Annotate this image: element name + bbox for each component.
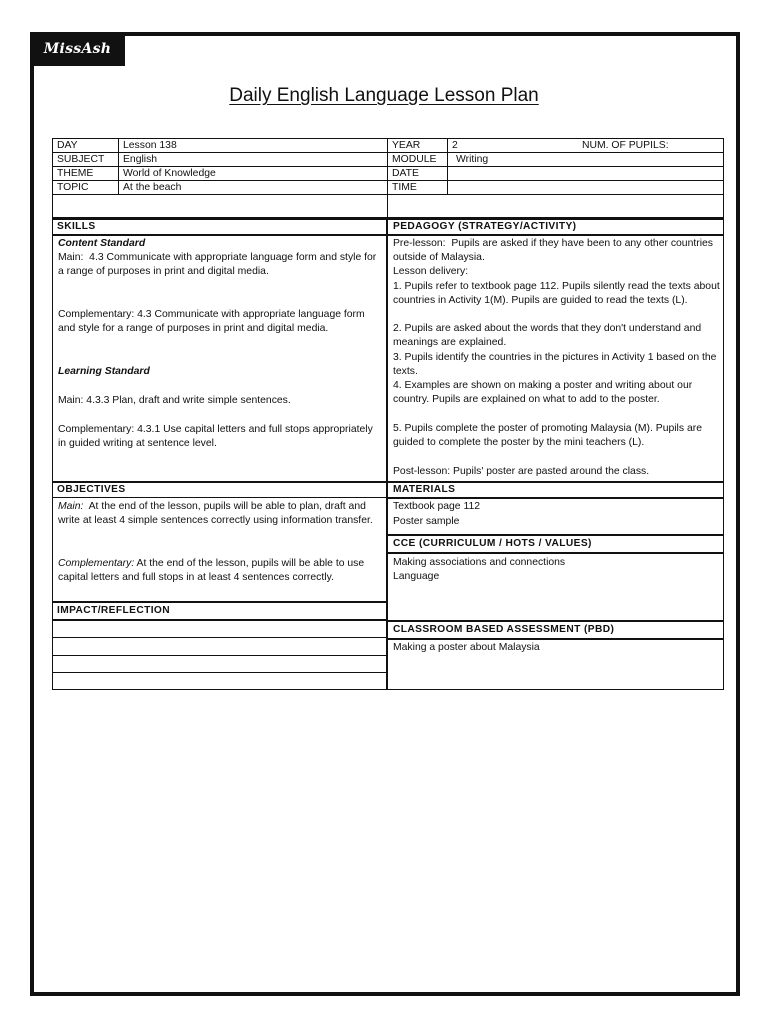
theme-label: THEME <box>52 166 119 181</box>
delivery-step-3: 3. Pupils identify the countries in the pictures in Activity 1 based on the texts. <box>393 352 720 378</box>
spacer-cell-right <box>387 194 724 218</box>
objectives-header: OBJECTIVES <box>57 484 126 495</box>
time-value <box>447 180 724 195</box>
document-title: Daily English Language Lesson Plan <box>229 85 539 106</box>
year-value: 2 <box>452 140 458 151</box>
objectives-main-label: Main: <box>58 501 84 512</box>
year-cell <box>447 138 724 153</box>
cce-header: CCE (CURRICULUM / HOTS / VALUES) <box>393 538 592 549</box>
delivery-step-5: 5. Pupils complete the poster of promoting Malaysia (M). Pupils are guided to complete the poster by the mini teachers (L). <box>393 423 705 449</box>
objectives-main <box>58 500 382 528</box>
topic-value: At the beach <box>118 180 388 195</box>
subject-value: English <box>118 152 388 167</box>
materials-item-1: Textbook page 112 <box>393 501 481 512</box>
skills-header: SKILLS <box>57 221 96 232</box>
topic-label: TOPIC <box>52 180 119 195</box>
module-value: Writing <box>447 152 724 167</box>
delivery-step-1: 1. Pupils refer to textbook page 112. Pupils silently read the texts about countries in Activity 1(M). Pupils are guided to read the texts (L). <box>393 281 723 307</box>
reflection-row-2 <box>52 655 388 656</box>
pedagogy-header: PEDAGOGY (STRATEGY/ACTIVITY) <box>393 221 577 232</box>
objectives-complementary-text: At the end of the lesson, pupils will be able to use capital letters and full stops in at least 4 sentences correctly. <box>58 558 368 584</box>
objectives-complementary <box>58 557 382 585</box>
content-standard-main: Main: 4.3 Communicate with appropriate language form and style for a range of purposes in print and digital media. <box>58 252 380 278</box>
time-label: TIME <box>387 180 448 195</box>
spacer-cell-left <box>52 194 388 218</box>
date-value <box>447 166 724 181</box>
learning-standard-complementary: Complementary: 4.3.1 Use capital letters and full stops appropriately in guided writing at sentence level. <box>58 424 376 450</box>
post-lesson-text: Post-lesson: Pupils' poster are pasted around the class. <box>393 466 650 477</box>
delivery-step-2: 2. Pupils are asked about the words that they don't understand and meanings are explained. <box>393 323 705 349</box>
learning-standard-main: Main: 4.3.3 Plan, draft and write simple sentences. <box>58 395 291 406</box>
cce-item-1: Making associations and connections <box>393 557 566 568</box>
day-value: Lesson 138 <box>118 138 388 153</box>
subject-label: SUBJECT <box>52 152 119 167</box>
lesson-delivery-label: Lesson delivery: <box>393 266 469 277</box>
delivery-step-4: 4. Examples are shown on making a poster and writing about our country. Pupils are explained on what to add to the poster. <box>393 380 696 406</box>
cce-item-2: Language <box>393 571 440 582</box>
pbd-text: Making a poster about Malaysia <box>393 642 540 653</box>
module-label: MODULE <box>387 152 448 167</box>
day-label: DAY <box>52 138 119 153</box>
impact-reflection-header: IMPACT/REFLECTION <box>57 605 171 616</box>
pre-lesson-text: Pre-lesson: Pupils are asked if they have been to any other countries outside of Malaysia. <box>393 238 716 264</box>
theme-value: World of Knowledge <box>118 166 388 181</box>
pbd-header: CLASSROOM BASED ASSESSMENT (PBD) <box>393 624 615 635</box>
reflection-row-3 <box>52 672 388 673</box>
year-label: YEAR <box>387 138 448 153</box>
pupils-label: NUM. OF PUPILS: <box>582 140 669 151</box>
content-standard-title: Content Standard <box>58 238 146 249</box>
learning-standard-title: Learning Standard <box>58 366 150 377</box>
objectives-main-text: At the end of the lesson, pupils will be able to plan, draft and write at least 4 simple sentences correctly using information transfer. <box>58 501 373 527</box>
objectives-complementary-label: Complementary: <box>58 558 135 569</box>
reflection-row-1 <box>52 637 388 638</box>
materials-header: MATERIALS <box>393 484 456 495</box>
date-label: DATE <box>387 166 448 181</box>
materials-item-2: Poster sample <box>393 516 460 527</box>
content-standard-complementary: Complementary: 4.3 Communicate with appropriate language form and style for a range of purposes in print and digital media. <box>58 309 368 335</box>
brand-label: MissAsh <box>30 32 125 66</box>
